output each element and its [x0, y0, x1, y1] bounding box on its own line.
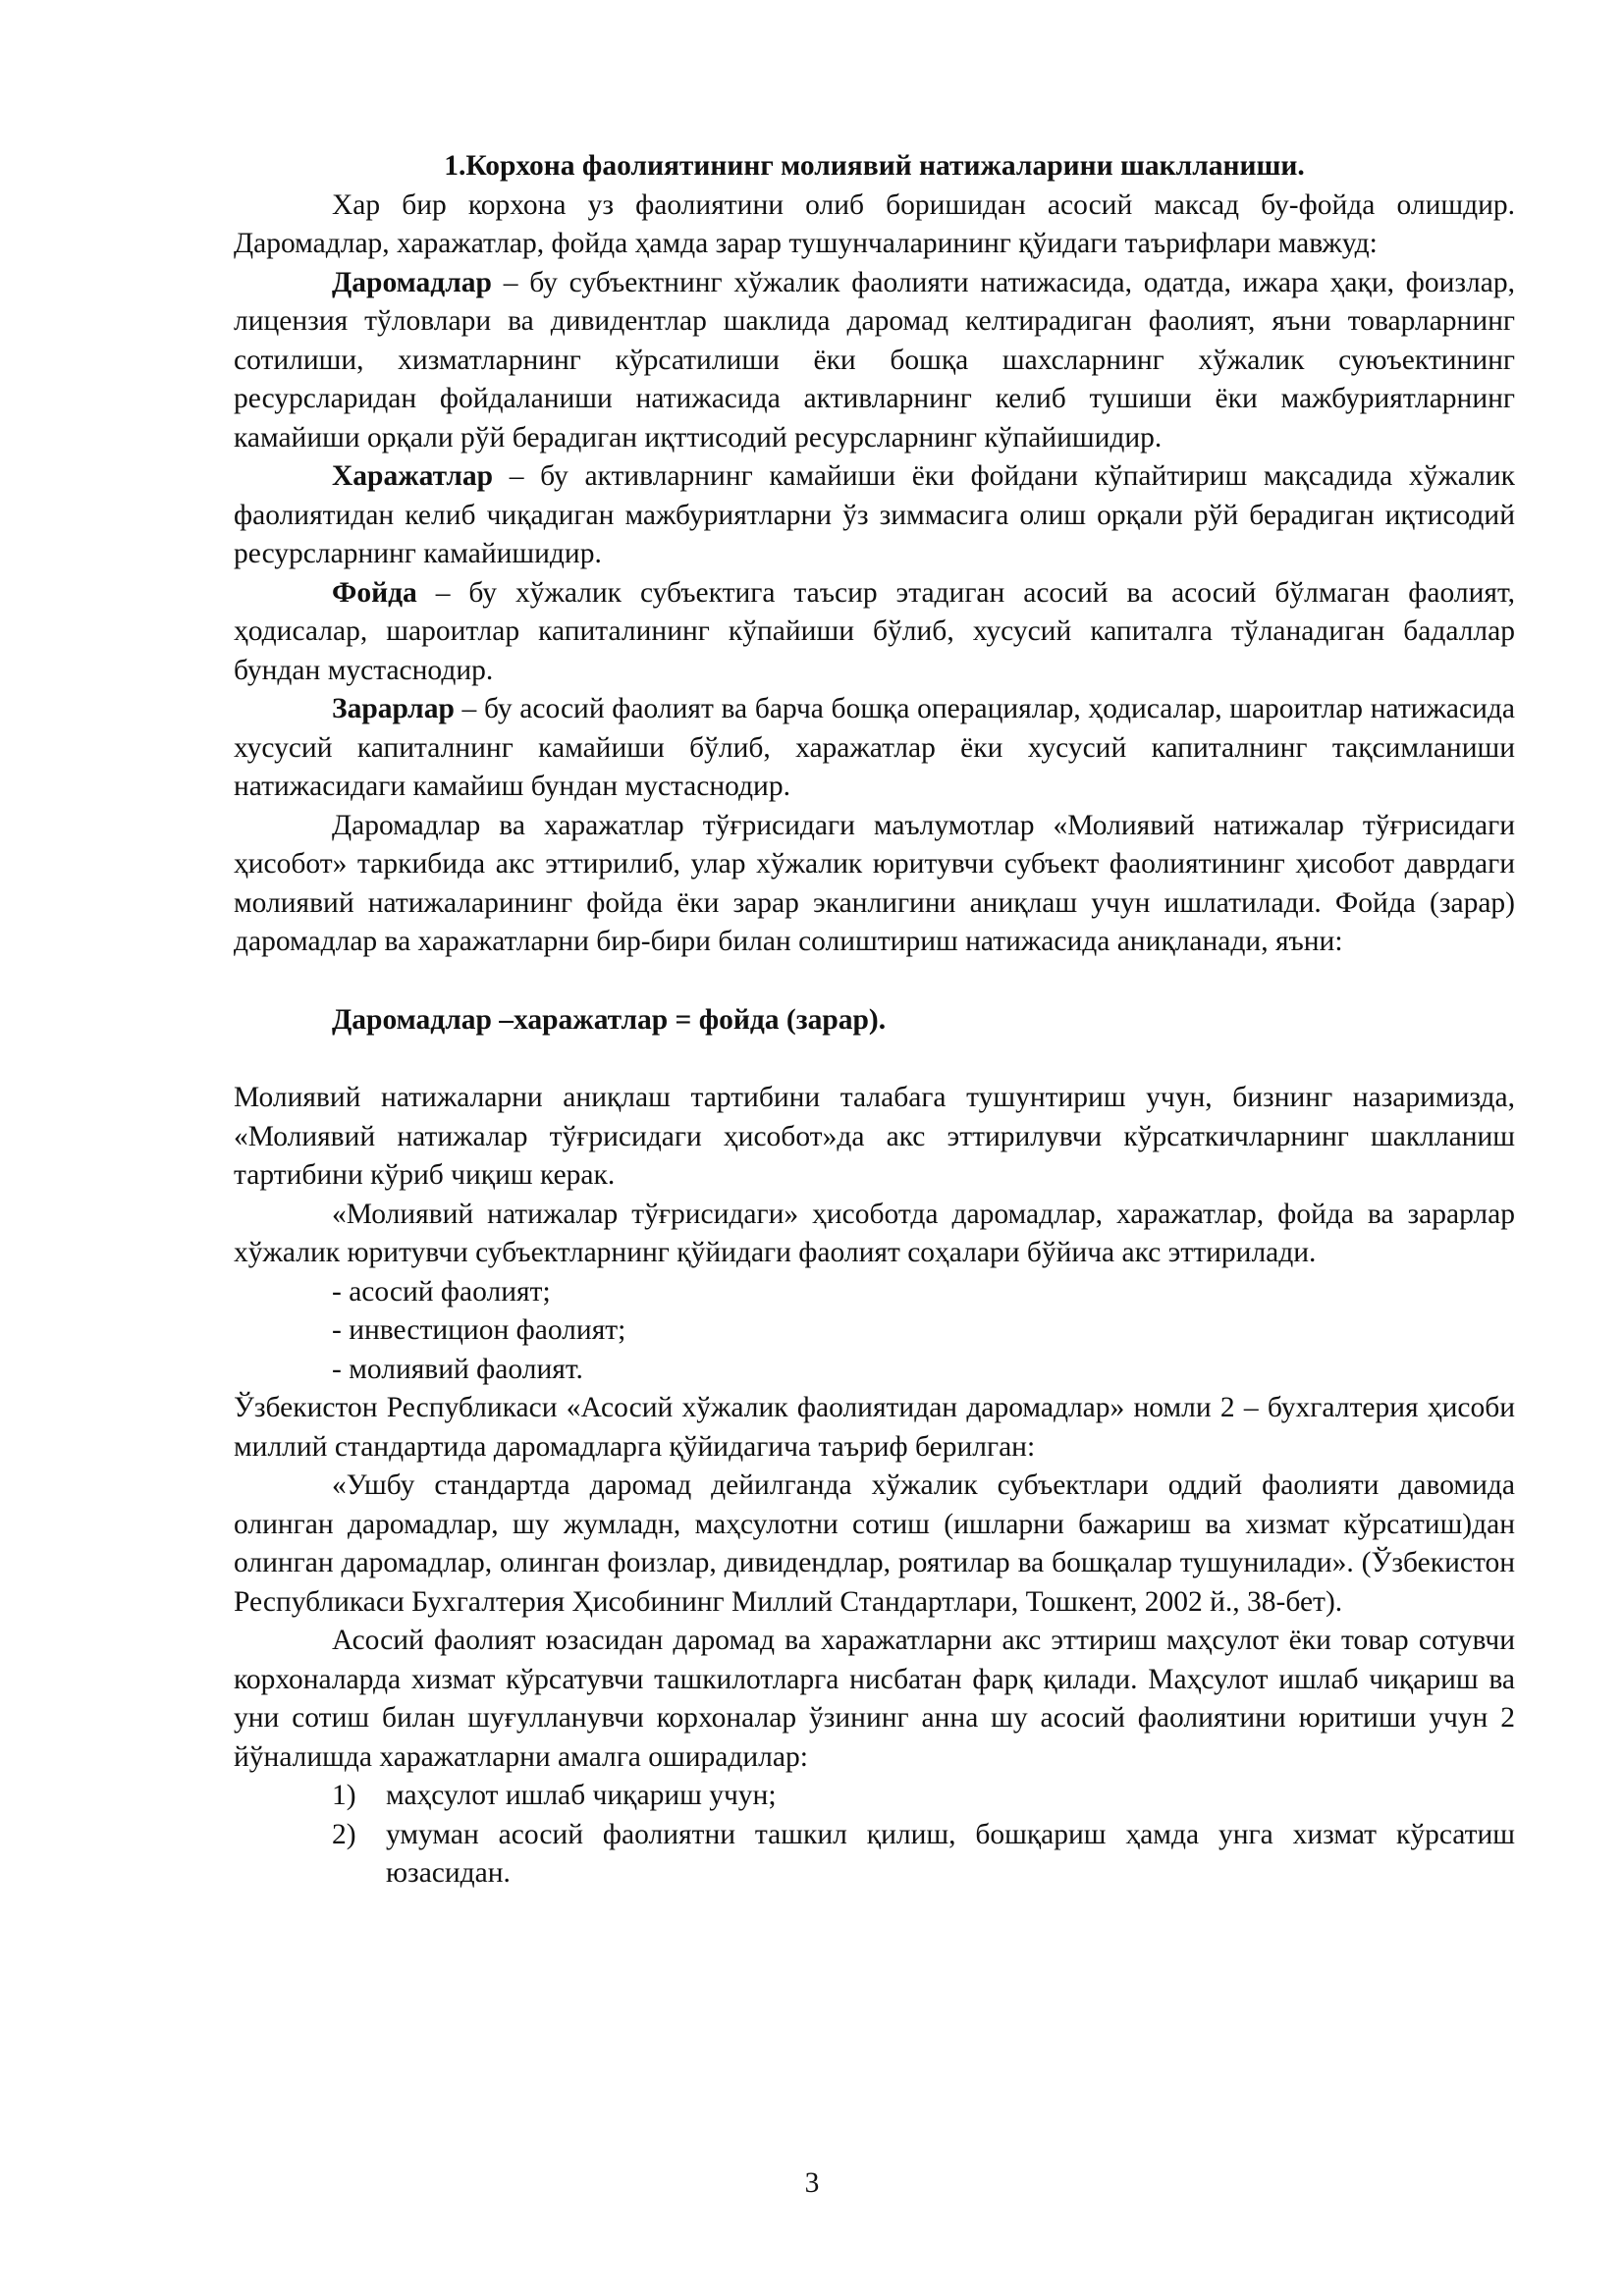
- activity-list: [234, 1273, 1515, 1390]
- info-paragraph: Даромадлар ва харажатлар тўғрисидаги маълумотлар «Молиявий натижалар тўғрисидаги ҳисобот» таркибида акс эттирилиб, улар хўжалик юритувчи субъект фаолиятининг ҳисобот даврдаги молиявий натижаларининг фойда ёки зарар эканлигини аниқлаш учун ишлатилади. Фойда (зарар) даромадлар ва харажатларни бир-бири билан солиштириш натижасида аниқланади, яъни:: [234, 809, 1515, 957]
- definition-term: Харажатлар: [332, 460, 494, 492]
- page-number: 3: [804, 2167, 820, 2199]
- main-activity-paragraph: Асосий фаолият юзасидан даромад ва харажатларни акс эттириш маҳсулот ёки товар сотувчи корхоналарда хизмат кўрсатувчи ташкилотларга нисбатан фарқ қилади. Маҳсулот ишлаб чиқариш ва уни сотиш билан шуғулланувчи корхоналар ўзининг анна шу асосий фаолиятини юритиши учун 2 йўналишда харажатларни амалга оширадилар:: [234, 1625, 1515, 1773]
- definition-text: – бу хўжалик субъектига таъсир этадиган асосий ва асосий бўлмаган фаолият, ҳодисалар, шароитлар капиталининг кўпайиши бўлиб, хусусий капиталга тўланадиган бадаллар бундан мустаснодир.: [234, 576, 1515, 686]
- definition-text: – бу асосий фаолият ва барча бошқа операциялар, ҳодисалар, шароитлар натижасида хусусий капиталнинг камайиши бўлиб, харажатлар ёки хусусий капиталнинг тақсимланиши натижасидаги камайиш бундан мустаснодир.: [234, 693, 1515, 802]
- quote-paragraph: «Ушбу стандартда даромад дейилганда хўжалик субъектлари оддий фаолияти давомида олинган даромадлар, шу жумладн, маҳсулотни сотиш (ишларни бажариш ва хизмат кўрсатиш)дан олинган даромадлар, олинган фоизлар, дивидендлар, роятилар ва бошқалар тушунилади». (Ўзбекистон Республикаси Бухгалтерия Ҳисобининг Миллий Стандартлари, Тошкент, 2002 й., 38-бет).: [234, 1469, 1515, 1618]
- definition-losses: [234, 690, 1515, 807]
- list-item: [332, 1777, 1515, 1816]
- list-item: - молиявий фаолият.: [332, 1353, 583, 1385]
- document-page: [234, 147, 1515, 1894]
- list-item: - асосий фаолият;: [332, 1275, 551, 1308]
- list-number: 1): [332, 1780, 356, 1811]
- definition-expenses: [234, 457, 1515, 574]
- definition-text: – бу субъектнинг хўжалик фаолияти натижасида, одатда, ижара ҳақи, фоизлар, лицензия тўловлари ва дивидентлар шаклида даромад келтирадиган фаолият, яъни товарларнинг сотилиши, хизматларнинг кўрсатилиши ёки бошқа шахсларнинг хўжалик суюъектининг ресурсларидан фойдаланиши натижасида активларнинг келиб тушиши ёки мажбуриятларнинг камайиши орқали рўй берадиган иқттисодий ресурсларнинг кўпайишидир.: [234, 266, 1515, 454]
- section-title: 1.Корхона фаолиятининг молиявий натижаларини шаклланиши.: [444, 150, 1305, 182]
- profit-formula: Даромадлар –харажатлар = фойда (зарар).: [332, 1003, 887, 1036]
- list-number: 2): [332, 1818, 356, 1850]
- numbered-list: [234, 1777, 1515, 1894]
- list-item: [332, 1816, 1515, 1894]
- definition-term: Зарарлар: [332, 693, 455, 724]
- list-text: умуман асосий фаолиятни ташкил қилиш, бошқариш ҳамда унга хизмат кўрсатиш юзасидан.: [386, 1818, 1515, 1889]
- explain-paragraph: Молиявий натижаларни аниқлаш тартибини талабага тушунтириш учун, бизнинг назаримизда, «Молиявий натижалар тўғрисидаги ҳисобот»да акс эттирилувчи кўрсаткичларнинг шаклланиш тартибини кўриб чиқиш керак.: [234, 1082, 1515, 1191]
- report-paragraph: «Молиявий натижалар тўғрисидаги» ҳисоботда даромадлар, харажатлар, фойда ва зарарлар хўжалик юритувчи субъектларнинг қўйидаги фаолият соҳалари бўйича акс эттирилади.: [234, 1198, 1515, 1268]
- intro-paragraph: Хар бир корхона уз фаолиятини олиб боришидан асосий максад бу-фойда олишдир. Даромадлар, харажатлар, фойда ҳамда зарар тушунчаларининг қўидаги таърифлари мавжуд:: [234, 188, 1515, 259]
- definition-term: Даромадлар: [332, 266, 492, 298]
- definition-term: Фойда: [332, 576, 417, 609]
- definition-revenue: [234, 264, 1515, 458]
- standard-paragraph: Ўзбекистон Республикаси «Асосий хўжалик фаолиятидан даромадлар» номли 2 – бухгалтерия ҳисоби миллий стандартида даромадларга қўйидагича таъриф берилган:: [234, 1392, 1515, 1463]
- list-item: - инвестицион фаолият;: [332, 1314, 626, 1346]
- definition-profit: [234, 574, 1515, 691]
- definition-text: – бу активларнинг камайиши ёки фойдани кўпайтириш мақсадида хўжалик фаолиятидан келиб чиқадиган мажбуриятларни ўз зиммасига олиш орқали рўй берадиган иқтисодий ресурсларнинг камайишидир.: [234, 460, 1515, 569]
- list-text: маҳсулот ишлаб чиқариш учун;: [386, 1780, 777, 1811]
